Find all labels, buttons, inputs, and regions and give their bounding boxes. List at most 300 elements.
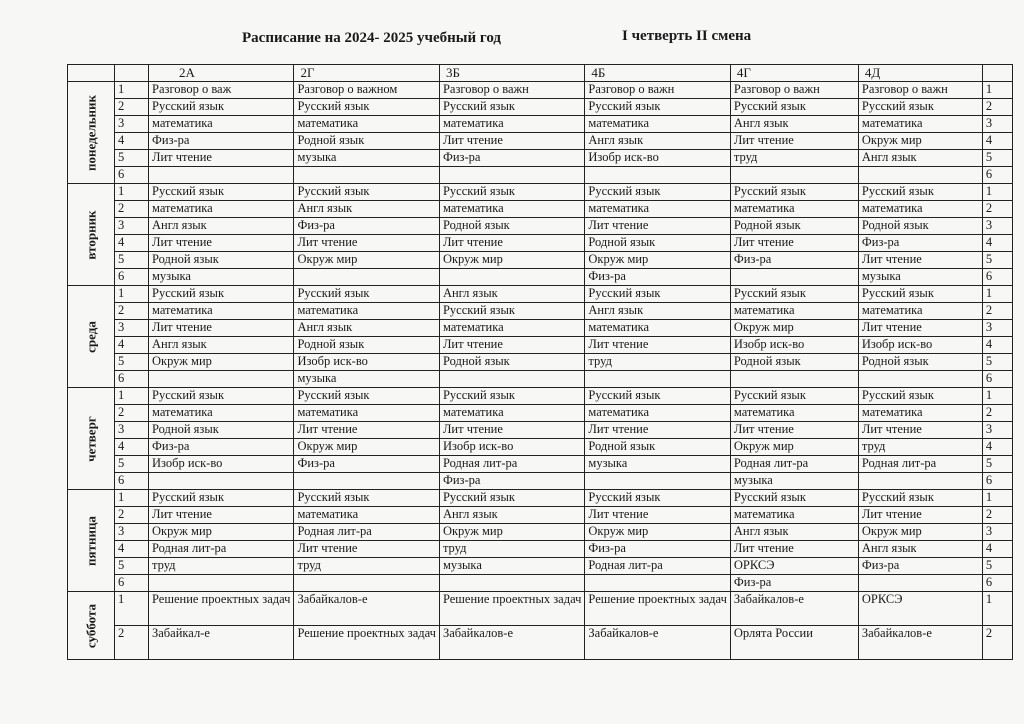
subject-cell: Лит чтение: [730, 133, 858, 150]
subject-cell: Русский язык: [294, 286, 439, 303]
lesson-number: 3: [115, 218, 149, 235]
subject-cell: [439, 167, 584, 184]
lesson-number: 2: [115, 201, 149, 218]
subject-cell: Лит чтение: [149, 235, 294, 252]
schedule-table: [67, 64, 1013, 660]
lesson-number-right: 5: [982, 150, 1012, 167]
subject-cell: Родной язык: [858, 354, 982, 371]
subject-cell: математика: [858, 303, 982, 320]
class-header: 3Б: [439, 65, 584, 82]
table-row: [68, 592, 1013, 626]
subject-cell: Физ-ра: [858, 235, 982, 252]
subject-cell: Изобр иск-во: [858, 337, 982, 354]
table-row: [68, 167, 1013, 184]
subject-cell: Русский язык: [149, 490, 294, 507]
subject-cell: Англ язык: [858, 150, 982, 167]
day-name: среда: [83, 320, 99, 353]
subject-cell: Русский язык: [585, 99, 730, 116]
subject-cell: [730, 371, 858, 388]
subject-cell: Физ-ра: [149, 133, 294, 150]
lesson-number: 4: [115, 337, 149, 354]
subject-cell: Англ язык: [294, 201, 439, 218]
lesson-number-right: 2: [982, 99, 1012, 116]
day-label: [68, 388, 115, 490]
subject-cell: Родной язык: [730, 354, 858, 371]
lesson-number-right: 5: [982, 252, 1012, 269]
lesson-number: 5: [115, 150, 149, 167]
subject-cell: математика: [858, 116, 982, 133]
table-row: [68, 218, 1013, 235]
subject-cell: Русский язык: [439, 303, 584, 320]
subject-cell: Разговор о важн: [730, 82, 858, 99]
subject-cell: математика: [294, 507, 439, 524]
subject-cell: ОРКСЭ: [858, 592, 982, 626]
subject-cell: Лит чтение: [294, 541, 439, 558]
day-name: вторник: [83, 209, 99, 260]
subject-cell: Окруж мир: [730, 320, 858, 337]
table-row: [68, 626, 1013, 660]
lesson-number: 2: [115, 405, 149, 422]
table-row: [68, 507, 1013, 524]
subject-cell: Родная лит-ра: [585, 558, 730, 575]
subject-cell: Родной язык: [585, 439, 730, 456]
day-label: [68, 184, 115, 286]
lesson-number: 4: [115, 439, 149, 456]
table-row: [68, 286, 1013, 303]
lesson-number: 2: [115, 507, 149, 524]
subject-cell: математика: [294, 116, 439, 133]
page-title: Расписание на 2024- 2025 учебный год: [242, 30, 501, 46]
class-header: 4Б: [585, 65, 730, 82]
subject-cell: музыка: [585, 456, 730, 473]
subject-cell: Русский язык: [730, 99, 858, 116]
day-label: [68, 592, 115, 660]
subject-cell: труд: [149, 558, 294, 575]
subject-cell: математика: [149, 201, 294, 218]
lesson-number-right: 4: [982, 235, 1012, 252]
subject-cell: Лит чтение: [294, 235, 439, 252]
class-header: 4Г: [730, 65, 858, 82]
lesson-number: 5: [115, 354, 149, 371]
subject-cell: Русский язык: [149, 286, 294, 303]
subject-cell: Родная лит-ра: [439, 456, 584, 473]
subject-cell: Лит чтение: [439, 235, 584, 252]
subject-cell: Англ язык: [730, 116, 858, 133]
subject-cell: Изобр иск-во: [439, 439, 584, 456]
subject-cell: Физ-ра: [439, 150, 584, 167]
subject-cell: Забайкалов-е: [439, 626, 584, 660]
table-row: [68, 575, 1013, 592]
subject-cell: [439, 575, 584, 592]
subject-cell: Русский язык: [149, 184, 294, 201]
subject-cell: Физ-ра: [439, 473, 584, 490]
subject-cell: Разговор о важн: [858, 82, 982, 99]
subject-cell: Лит чтение: [149, 150, 294, 167]
lesson-number-right: 2: [982, 507, 1012, 524]
subject-cell: [730, 269, 858, 286]
subject-cell: Физ-ра: [149, 439, 294, 456]
subject-cell: математика: [730, 201, 858, 218]
subject-cell: [858, 167, 982, 184]
lesson-number: 4: [115, 541, 149, 558]
subject-cell: Русский язык: [858, 490, 982, 507]
subject-cell: Окруж мир: [439, 252, 584, 269]
subject-cell: Русский язык: [730, 286, 858, 303]
subject-cell: Забайкалов-е: [294, 592, 439, 626]
day-name: понедельник: [83, 94, 99, 171]
lesson-number-right: 3: [982, 320, 1012, 337]
subject-cell: Забайкал-е: [149, 626, 294, 660]
subject-cell: труд: [730, 150, 858, 167]
subject-cell: Лит чтение: [585, 337, 730, 354]
lesson-number-right: 2: [982, 405, 1012, 422]
lesson-number: 5: [115, 252, 149, 269]
lesson-number-right: 2: [982, 201, 1012, 218]
subject-cell: Лит чтение: [585, 422, 730, 439]
lesson-number: 1: [115, 82, 149, 99]
subject-cell: Русский язык: [294, 99, 439, 116]
subject-cell: Русский язык: [149, 99, 294, 116]
subject-cell: труд: [585, 354, 730, 371]
quarter-label: I четверть II смена: [622, 28, 752, 44]
lesson-number: 2: [115, 303, 149, 320]
subject-cell: математика: [730, 507, 858, 524]
subject-cell: Родной язык: [149, 422, 294, 439]
subject-cell: Разговор о важн: [439, 82, 584, 99]
subject-cell: Родной язык: [439, 354, 584, 371]
subject-cell: Лит чтение: [858, 252, 982, 269]
subject-cell: [858, 371, 982, 388]
lesson-number-right: 6: [982, 575, 1012, 592]
subject-cell: Англ язык: [730, 524, 858, 541]
lesson-number-right: 3: [982, 116, 1012, 133]
subject-cell: математика: [585, 405, 730, 422]
subject-cell: Родной язык: [439, 218, 584, 235]
lesson-number-right: 4: [982, 133, 1012, 150]
subject-cell: Родная лит-ра: [858, 456, 982, 473]
subject-cell: Окруж мир: [439, 524, 584, 541]
table-row: [68, 252, 1013, 269]
table-row: [68, 490, 1013, 507]
lesson-number-right: 4: [982, 541, 1012, 558]
day-label: [68, 82, 115, 184]
subject-cell: [585, 167, 730, 184]
lesson-number: 2: [115, 99, 149, 116]
table-row: [68, 320, 1013, 337]
lesson-number-right: 1: [982, 592, 1012, 626]
day-label: [68, 490, 115, 592]
subject-cell: [730, 167, 858, 184]
lesson-number: 1: [115, 184, 149, 201]
table-row: [68, 269, 1013, 286]
subject-cell: Окруж мир: [149, 524, 294, 541]
table-row: [68, 388, 1013, 405]
table-row: [68, 524, 1013, 541]
subject-cell: Англ язык: [585, 133, 730, 150]
subject-cell: Физ-ра: [730, 575, 858, 592]
class-header-row: [68, 65, 1013, 82]
subject-cell: Русский язык: [730, 388, 858, 405]
table-row: [68, 337, 1013, 354]
table-row: [68, 235, 1013, 252]
lesson-number: 1: [115, 592, 149, 626]
subject-cell: Родной язык: [858, 218, 982, 235]
lesson-number: 2: [115, 626, 149, 660]
lesson-number-right: 6: [982, 167, 1012, 184]
subject-cell: Решение проектных задач: [294, 626, 439, 660]
lesson-number: 6: [115, 473, 149, 490]
subject-cell: Окруж мир: [730, 439, 858, 456]
lesson-number-right: 1: [982, 490, 1012, 507]
subject-cell: Лит чтение: [730, 541, 858, 558]
subject-cell: Англ язык: [585, 303, 730, 320]
subject-cell: Лит чтение: [149, 320, 294, 337]
table-row: [68, 133, 1013, 150]
subject-cell: Забайкалов-е: [858, 626, 982, 660]
subject-cell: музыка: [439, 558, 584, 575]
subject-cell: Окруж мир: [858, 133, 982, 150]
table-row: [68, 116, 1013, 133]
subject-cell: Русский язык: [858, 286, 982, 303]
lesson-number: 3: [115, 116, 149, 133]
subject-cell: Родная лит-ра: [294, 524, 439, 541]
subject-cell: [585, 575, 730, 592]
header-corner: [982, 65, 1012, 82]
lesson-number: 1: [115, 490, 149, 507]
subject-cell: Лит чтение: [294, 422, 439, 439]
subject-cell: Решение проектных задач: [439, 592, 584, 626]
subject-cell: Лит чтение: [149, 507, 294, 524]
lesson-number-right: 6: [982, 473, 1012, 490]
subject-cell: математика: [439, 405, 584, 422]
table-row: [68, 541, 1013, 558]
subject-cell: Родная лит-ра: [730, 456, 858, 473]
subject-cell: математика: [585, 116, 730, 133]
class-header: 2А: [149, 65, 294, 82]
subject-cell: [294, 473, 439, 490]
subject-cell: Окруж мир: [294, 439, 439, 456]
subject-cell: Русский язык: [858, 184, 982, 201]
subject-cell: Русский язык: [294, 184, 439, 201]
subject-cell: Родной язык: [585, 235, 730, 252]
table-row: [68, 422, 1013, 439]
table-row: [68, 99, 1013, 116]
lesson-number: 3: [115, 422, 149, 439]
subject-cell: Русский язык: [858, 388, 982, 405]
subject-cell: Разговор о важном: [294, 82, 439, 99]
subject-cell: труд: [439, 541, 584, 558]
table-row: [68, 354, 1013, 371]
table-row: [68, 456, 1013, 473]
subject-cell: [294, 167, 439, 184]
subject-cell: математика: [730, 303, 858, 320]
subject-cell: математика: [294, 303, 439, 320]
lesson-number-right: 1: [982, 286, 1012, 303]
table-row: [68, 439, 1013, 456]
lesson-number-right: 1: [982, 388, 1012, 405]
subject-cell: Решение проектных задач: [149, 592, 294, 626]
subject-cell: Русский язык: [294, 388, 439, 405]
subject-cell: Лит чтение: [585, 218, 730, 235]
subject-cell: Русский язык: [585, 184, 730, 201]
subject-cell: [149, 473, 294, 490]
table-row: [68, 303, 1013, 320]
day-label: [68, 286, 115, 388]
subject-cell: Забайкалов-е: [585, 626, 730, 660]
table-row: [68, 371, 1013, 388]
subject-cell: Физ-ра: [294, 218, 439, 235]
subject-cell: музыка: [730, 473, 858, 490]
subject-cell: Разговор о важ: [149, 82, 294, 99]
subject-cell: Решение проектных задач: [585, 592, 730, 626]
lesson-number-right: 3: [982, 218, 1012, 235]
subject-cell: [439, 269, 584, 286]
lesson-number-right: 2: [982, 626, 1012, 660]
lesson-number-right: 2: [982, 303, 1012, 320]
table-row: [68, 184, 1013, 201]
table-row: [68, 150, 1013, 167]
header-corner: [115, 65, 149, 82]
lesson-number-right: 1: [982, 82, 1012, 99]
subject-cell: Лит чтение: [858, 422, 982, 439]
subject-cell: Физ-ра: [585, 541, 730, 558]
subject-cell: Русский язык: [585, 286, 730, 303]
lesson-number: 5: [115, 558, 149, 575]
table-row: [68, 201, 1013, 218]
subject-cell: Физ-ра: [294, 456, 439, 473]
subject-cell: Родной язык: [730, 218, 858, 235]
subject-cell: Родной язык: [294, 133, 439, 150]
lesson-number-right: 3: [982, 524, 1012, 541]
day-name: четверг: [83, 415, 99, 462]
subject-cell: Лит чтение: [858, 507, 982, 524]
subject-cell: математика: [149, 405, 294, 422]
subject-cell: Разговор о важн: [585, 82, 730, 99]
lesson-number-right: 4: [982, 337, 1012, 354]
subject-cell: труд: [858, 439, 982, 456]
subject-cell: Англ язык: [439, 286, 584, 303]
subject-cell: музыка: [294, 150, 439, 167]
subject-cell: Изобр иск-во: [149, 456, 294, 473]
lesson-number-right: 5: [982, 456, 1012, 473]
subject-cell: Физ-ра: [730, 252, 858, 269]
lesson-number: 4: [115, 133, 149, 150]
lesson-number-right: 5: [982, 558, 1012, 575]
subject-cell: музыка: [858, 269, 982, 286]
subject-cell: Родная лит-ра: [149, 541, 294, 558]
lesson-number-right: 3: [982, 422, 1012, 439]
subject-cell: Лит чтение: [858, 320, 982, 337]
subject-cell: Изобр иск-во: [585, 150, 730, 167]
subject-cell: Окруж мир: [585, 524, 730, 541]
subject-cell: Лит чтение: [439, 133, 584, 150]
lesson-number: 6: [115, 167, 149, 184]
subject-cell: Родной язык: [294, 337, 439, 354]
subject-cell: Русский язык: [149, 388, 294, 405]
subject-cell: математика: [149, 303, 294, 320]
subject-cell: Родной язык: [149, 252, 294, 269]
subject-cell: математика: [439, 116, 584, 133]
lesson-number: 4: [115, 235, 149, 252]
lesson-number: 1: [115, 388, 149, 405]
subject-cell: [294, 575, 439, 592]
subject-cell: Лит чтение: [730, 422, 858, 439]
subject-cell: [294, 269, 439, 286]
subject-cell: Русский язык: [439, 388, 584, 405]
subject-cell: [858, 473, 982, 490]
lesson-number: 3: [115, 320, 149, 337]
subject-cell: Окруж мир: [585, 252, 730, 269]
subject-cell: Русский язык: [585, 490, 730, 507]
subject-cell: Англ язык: [858, 541, 982, 558]
subject-cell: ОРКСЭ: [730, 558, 858, 575]
subject-cell: Русский язык: [439, 490, 584, 507]
subject-cell: [149, 371, 294, 388]
lesson-number-right: 5: [982, 354, 1012, 371]
subject-cell: Англ язык: [149, 337, 294, 354]
subject-cell: Лит чтение: [439, 337, 584, 354]
subject-cell: Русский язык: [439, 99, 584, 116]
table-row: [68, 558, 1013, 575]
lesson-number-right: 1: [982, 184, 1012, 201]
subject-cell: [585, 371, 730, 388]
subject-cell: Русский язык: [730, 490, 858, 507]
table-row: [68, 405, 1013, 422]
subject-cell: Русский язык: [439, 184, 584, 201]
subject-cell: [149, 575, 294, 592]
subject-cell: Изобр иск-во: [294, 354, 439, 371]
subject-cell: труд: [294, 558, 439, 575]
subject-cell: Англ язык: [439, 507, 584, 524]
class-header: 2Г: [294, 65, 439, 82]
lesson-number-right: 4: [982, 439, 1012, 456]
subject-cell: Физ-ра: [585, 269, 730, 286]
subject-cell: математика: [585, 320, 730, 337]
day-name: суббота: [83, 603, 99, 648]
subject-cell: музыка: [294, 371, 439, 388]
subject-cell: Лит чтение: [730, 235, 858, 252]
class-header: 4Д: [858, 65, 982, 82]
subject-cell: Забайкалов-е: [730, 592, 858, 626]
subject-cell: математика: [858, 201, 982, 218]
lesson-number: 6: [115, 575, 149, 592]
subject-cell: Лит чтение: [585, 507, 730, 524]
subject-cell: Русский язык: [585, 388, 730, 405]
subject-cell: Окруж мир: [858, 524, 982, 541]
subject-cell: Изобр иск-во: [730, 337, 858, 354]
table-row: [68, 473, 1013, 490]
subject-cell: Русский язык: [730, 184, 858, 201]
subject-cell: Окруж мир: [294, 252, 439, 269]
subject-cell: Русский язык: [294, 490, 439, 507]
lesson-number: 1: [115, 286, 149, 303]
subject-cell: [149, 167, 294, 184]
subject-cell: математика: [730, 405, 858, 422]
lesson-number: 6: [115, 371, 149, 388]
lesson-number: 3: [115, 524, 149, 541]
lesson-number: 6: [115, 269, 149, 286]
day-name: пятница: [83, 515, 99, 566]
table-row: [68, 82, 1013, 99]
lesson-number: 5: [115, 456, 149, 473]
subject-cell: Орлята России: [730, 626, 858, 660]
subject-cell: математика: [294, 405, 439, 422]
subject-cell: математика: [149, 116, 294, 133]
subject-cell: математика: [439, 320, 584, 337]
subject-cell: математика: [439, 201, 584, 218]
subject-cell: Окруж мир: [149, 354, 294, 371]
subject-cell: Русский язык: [858, 99, 982, 116]
